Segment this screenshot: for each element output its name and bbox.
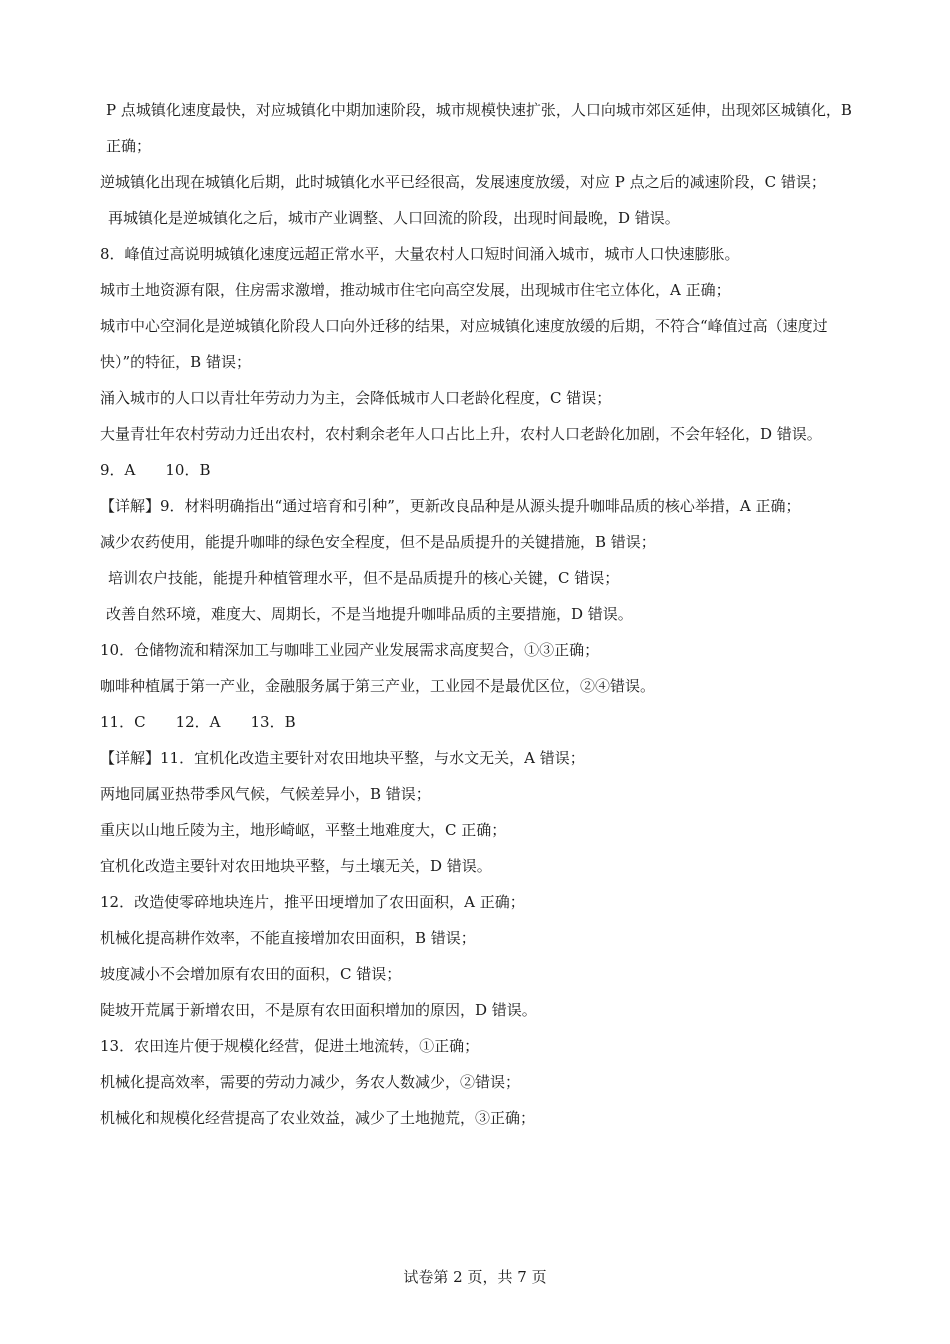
paragraph: 10．仓储物流和精深加工与咖啡工业园产业发展需求高度契合，①③正确； bbox=[100, 641, 600, 659]
paragraph: P 点城镇化速度最快，对应城镇化中期加速阶段，城市规模快速扩张，人口向城市郊区延伸，出现郊区城镇化，B 正确； bbox=[106, 101, 852, 155]
paragraph: 咖啡种植属于第一产业，金融服务属于第三产业，工业园不是最优区位，②④错误。 bbox=[100, 677, 656, 695]
paragraph: 逆城镇化出现在城镇化后期，此时城镇化水平已经很高，发展速度放缓，对应 P 点之后的减速阶段，C 错误； bbox=[100, 173, 826, 191]
paragraph: 再城镇化是逆城镇化之后，城市产业调整、人口回流的阶段，出现时间最晚，D 错误。 bbox=[108, 209, 680, 227]
paragraph: 机械化提高耕作效率，不能直接增加农田面积，B 错误； bbox=[100, 929, 476, 947]
paragraph: 8．峰值过高说明城镇化速度远超正常水平，大量农村人口短时间涌入城市，城市人口快速膨胀。 bbox=[100, 245, 740, 263]
paragraph: 13．农田连片便于规模化经营，促进土地流转，①正确； bbox=[100, 1037, 480, 1055]
paragraph: 【详解】9．材料明确指出“通过培育和引种”，更新改良品种是从源头提升咖啡品质的核心举措，A 正确； bbox=[100, 497, 801, 515]
paragraph: 12．改造使零碎地块连片，推平田埂增加了农田面积，A 正确； bbox=[100, 893, 525, 911]
document-body bbox=[100, 92, 860, 1136]
paragraph: 减少农药使用，能提升咖啡的绿色安全程度，但不是品质提升的关键措施，B 错误； bbox=[100, 533, 656, 551]
paragraph: 机械化和规模化经营提高了农业效益，减少了土地抛荒，③正确； bbox=[100, 1109, 536, 1127]
page-footer: 试卷第 2 页，共 7 页 bbox=[403, 1268, 547, 1286]
paragraph: 陡坡开荒属于新增农田，不是原有农田面积增加的原因，D 错误。 bbox=[100, 1001, 537, 1019]
paragraph: 坡度减小不会增加原有农田的面积，C 错误； bbox=[100, 965, 402, 983]
paragraph: 机械化提高效率，需要的劳动力减少，务农人数减少，②错误； bbox=[100, 1073, 521, 1091]
paragraph: 改善自然环境，难度大、周期长，不是当地提升咖啡品质的主要措施，D 错误。 bbox=[106, 605, 633, 623]
paragraph: 两地同属亚热带季风气候，气候差异小，B 错误； bbox=[100, 785, 431, 803]
answer-key-line: 9．A 10．B bbox=[100, 461, 211, 479]
paragraph: 培训农户技能，能提升种植管理水平，但不是品质提升的核心关键，C 错误； bbox=[108, 569, 620, 587]
paragraph: 涌入城市的人口以青壮年劳动力为主，会降低城市人口老龄化程度，C 错误； bbox=[100, 389, 612, 407]
paragraph: 城市中心空洞化是逆城镇化阶段人口向外迁移的结果，对应城镇化速度放缓的后期，不符合“峰值过高（速度过快）”的特征，B 错误； bbox=[100, 317, 828, 371]
answer-key-line: 11．C 12．A 13．B bbox=[100, 713, 296, 731]
paragraph: 大量青壮年农村劳动力迁出农村，农村剩余老年人口占比上升，农村人口老龄化加剧，不会年轻化，D 错误。 bbox=[100, 425, 822, 443]
paragraph: 【详解】11．宜机化改造主要针对农田地块平整，与水文无关，A 错误； bbox=[100, 749, 585, 767]
paragraph: 城市土地资源有限，住房需求激增，推动城市住宅向高空发展，出现城市住宅立体化，A 正确； bbox=[100, 281, 731, 299]
paragraph: 重庆以山地丘陵为主，地形崎岖，平整土地难度大，C 正确； bbox=[100, 821, 507, 839]
paragraph: 宜机化改造主要针对农田地块平整，与土壤无关，D 错误。 bbox=[100, 857, 492, 875]
